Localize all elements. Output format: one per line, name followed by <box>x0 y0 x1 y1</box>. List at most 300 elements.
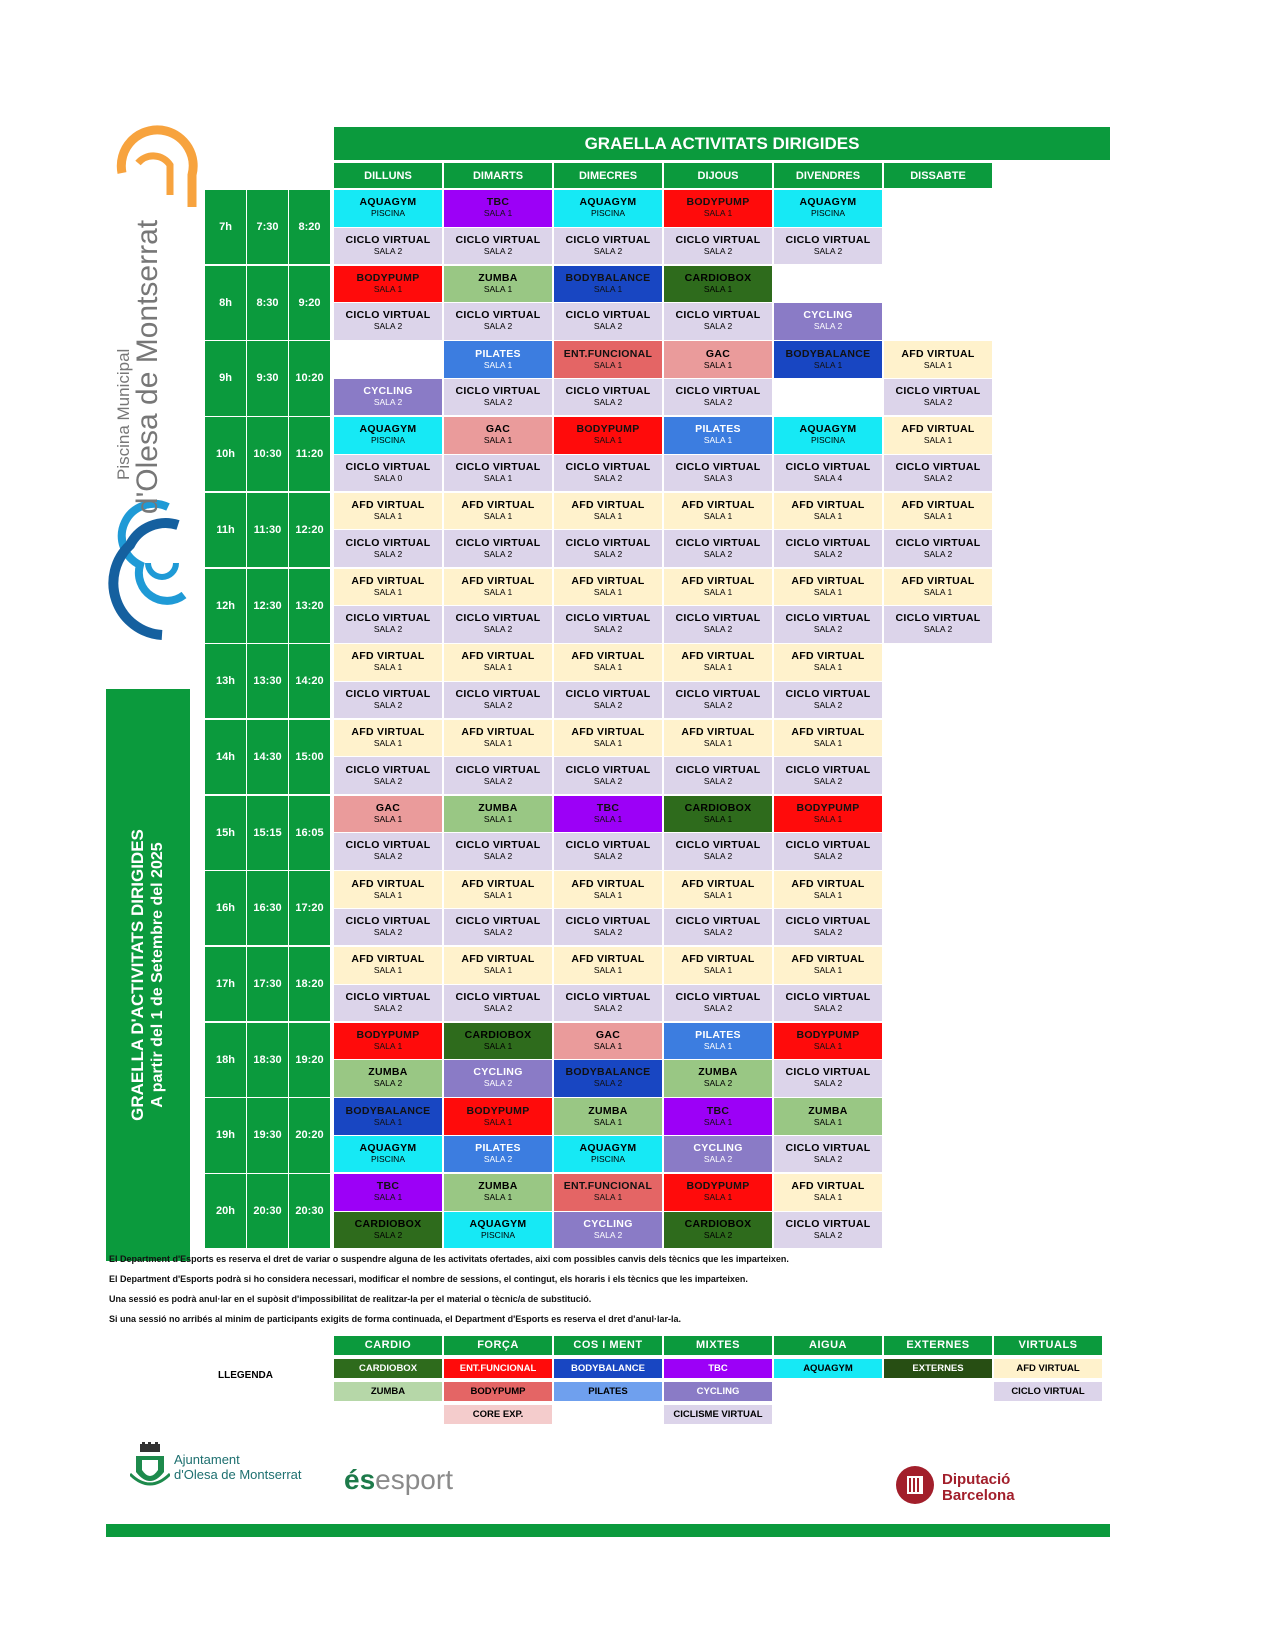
activity-room: SALA 1 <box>813 511 843 522</box>
activity-name: CICLO VIRTUAL <box>785 1217 871 1230</box>
time-start: 11:30 <box>247 493 288 567</box>
activity-cell <box>664 493 772 530</box>
activity-name: CICLO VIRTUAL <box>785 460 871 473</box>
activity-cell <box>554 796 662 833</box>
activity-room: SALA 2 <box>373 548 403 559</box>
activity-cell <box>664 720 772 757</box>
activity-name: AFD VIRTUAL <box>351 650 425 663</box>
activity-room: SALA 2 <box>483 1002 513 1013</box>
activity-room: SALA 1 <box>703 208 733 219</box>
activity-cell <box>554 493 662 530</box>
activity-name: AFD VIRTUAL <box>461 650 535 663</box>
day-header: DIVENDRES <box>774 163 882 188</box>
activity-cell <box>664 1060 772 1097</box>
legend-item: BODYBALANCE <box>554 1359 662 1378</box>
activity-room: SALA 2 <box>703 775 733 786</box>
time-end: 12:20 <box>289 493 330 567</box>
activity-cell <box>444 985 552 1022</box>
activity-room: SALA 2 <box>813 548 843 559</box>
activity-room: SALA 2 <box>703 397 733 408</box>
legend-category: AIGUA <box>774 1336 882 1355</box>
activity-cell <box>664 455 772 492</box>
activity-name: BODYPUMP <box>796 801 860 814</box>
activity-name: CICLO VIRTUAL <box>455 990 541 1003</box>
activity-name: CICLO VIRTUAL <box>785 612 871 625</box>
activity-room: SALA 2 <box>923 472 953 483</box>
activity-room: SALA 1 <box>373 889 403 900</box>
activity-name: CICLO VIRTUAL <box>785 233 871 246</box>
activity-name: CICLO VIRTUAL <box>565 763 651 776</box>
activity-name: CYCLING <box>693 1142 743 1155</box>
activity-cell <box>774 720 882 757</box>
activity-room: SALA 2 <box>813 699 843 710</box>
activity-room: SALA 2 <box>593 472 623 483</box>
activity-name: GAC <box>375 801 401 814</box>
activity-name: CICLO VIRTUAL <box>345 536 431 549</box>
time-hour: 7h <box>205 190 246 264</box>
activity-name: PILATES <box>475 1142 521 1155</box>
activity-room: SALA 1 <box>703 283 733 294</box>
activity-cell <box>774 833 882 870</box>
activity-room: SALA 1 <box>593 1192 623 1203</box>
activity-room: SALA 1 <box>373 813 403 824</box>
activity-cell <box>554 1023 662 1060</box>
activity-room: SALA 2 <box>593 699 623 710</box>
footer-bar <box>106 1524 1110 1537</box>
time-hour: 10h <box>205 417 246 491</box>
activity-cell <box>444 1098 552 1135</box>
activity-room: SALA 1 <box>593 283 623 294</box>
activity-cell <box>774 909 882 946</box>
activity-cell <box>334 682 442 719</box>
activity-cell <box>334 1023 442 1060</box>
activity-name: BODYBALANCE <box>565 271 651 284</box>
activity-room: SALA 1 <box>483 472 513 483</box>
legend-item: CICLO VIRTUAL <box>994 1382 1102 1401</box>
side-banner-title: GRAELLA D'ACTIVITATS DIRIGIDES <box>128 829 147 1121</box>
activity-cell <box>554 1174 662 1211</box>
ajuntament-line1: Ajuntament <box>174 1452 240 1467</box>
note-2: El Department d'Esports podrà si ho considera necessari, modificar el nombre de sessions, el contingut, els horaris i els tècnics que les imparteixen. <box>109 1274 748 1284</box>
activity-cell <box>774 757 882 794</box>
activity-name: AFD VIRTUAL <box>681 574 755 587</box>
activity-room: SALA 1 <box>483 965 513 976</box>
activity-cell <box>554 417 662 454</box>
activity-name: ENT.FUNCIONAL <box>563 1180 653 1193</box>
activity-cell <box>444 720 552 757</box>
legend-item: ENT.FUNCIONAL <box>444 1359 552 1378</box>
activity-name: CICLO VIRTUAL <box>675 915 761 928</box>
activity-room: SALA 2 <box>703 321 733 332</box>
activity-cell <box>554 1060 662 1097</box>
activity-cell <box>774 1098 882 1135</box>
activity-room: SALA 2 <box>703 245 733 256</box>
activity-room: SALA 1 <box>373 1116 403 1127</box>
activity-cell <box>554 266 662 303</box>
activity-name: AFD VIRTUAL <box>351 499 425 512</box>
activity-cell <box>664 1212 772 1249</box>
activity-cell <box>664 266 772 303</box>
legend-item: EXTERNES <box>884 1359 992 1378</box>
activity-name: CICLO VIRTUAL <box>675 460 761 473</box>
activity-cell <box>444 1212 552 1249</box>
ajuntament-line2: d'Olesa de Montserrat <box>174 1467 302 1482</box>
activity-name: CICLO VIRTUAL <box>675 990 761 1003</box>
activity-cell <box>774 1060 882 1097</box>
activity-name: AFD VIRTUAL <box>681 650 755 663</box>
activity-room: SALA 2 <box>703 548 733 559</box>
activity-cell <box>554 455 662 492</box>
activity-cell <box>334 606 442 643</box>
activity-cell <box>774 569 882 606</box>
activity-room: SALA 2 <box>813 927 843 938</box>
activity-name: GAC <box>485 423 511 436</box>
activity-cell <box>334 833 442 870</box>
activity-cell <box>774 796 882 833</box>
activity-room: SALA 1 <box>703 738 733 749</box>
activity-room: SALA 2 <box>813 1078 843 1089</box>
activity-cell <box>774 1212 882 1249</box>
activity-name: TBC <box>376 1180 400 1193</box>
activity-cell <box>884 530 992 567</box>
time-end: 16:05 <box>289 796 330 870</box>
activity-cell <box>334 871 442 908</box>
activity-name: AFD VIRTUAL <box>461 499 535 512</box>
activity-room: SALA 1 <box>813 889 843 900</box>
activity-room: SALA 1 <box>703 662 733 673</box>
activity-cell <box>664 569 772 606</box>
activity-room: SALA 2 <box>373 1078 403 1089</box>
activity-name: CICLO VIRTUAL <box>895 460 981 473</box>
time-end: 20:30 <box>289 1174 330 1248</box>
activity-name: PILATES <box>695 423 741 436</box>
activity-name: CYCLING <box>363 385 413 398</box>
activity-room: SALA 1 <box>813 738 843 749</box>
activity-room: SALA 1 <box>593 813 623 824</box>
activity-name: CICLO VIRTUAL <box>785 990 871 1003</box>
activity-name: BODYBALANCE <box>345 1104 431 1117</box>
activity-room: SALA 2 <box>813 1154 843 1165</box>
activity-room: SALA 2 <box>593 775 623 786</box>
activity-room: SALA 2 <box>373 927 403 938</box>
activity-name: AFD VIRTUAL <box>791 650 865 663</box>
activity-name: AFD VIRTUAL <box>571 650 645 663</box>
activity-name: AQUAGYM <box>579 196 637 209</box>
activity-name: CICLO VIRTUAL <box>895 385 981 398</box>
activity-room: SALA 2 <box>483 699 513 710</box>
legend-item: BODYPUMP <box>444 1382 552 1401</box>
activity-name: CICLO VIRTUAL <box>785 1142 871 1155</box>
activity-name: CICLO VIRTUAL <box>455 385 541 398</box>
activity-cell <box>884 606 992 643</box>
activity-cell <box>774 228 882 265</box>
activity-name: CICLO VIRTUAL <box>565 915 651 928</box>
activity-cell <box>554 530 662 567</box>
activity-room: SALA 1 <box>373 511 403 522</box>
time-end: 10:20 <box>289 341 330 415</box>
activity-room: SALA 1 <box>813 586 843 597</box>
activity-cell <box>444 871 552 908</box>
activity-cell <box>554 909 662 946</box>
activity-cell <box>884 341 992 378</box>
activity-name: AFD VIRTUAL <box>791 1180 865 1193</box>
activity-room: SALA 1 <box>703 435 733 446</box>
activity-cell <box>664 985 772 1022</box>
activity-cell <box>334 228 442 265</box>
activity-name: ENT.FUNCIONAL <box>563 347 653 360</box>
activity-cell <box>774 341 882 378</box>
activity-name: CICLO VIRTUAL <box>455 687 541 700</box>
activity-name: AFD VIRTUAL <box>901 574 975 587</box>
activity-cell <box>334 947 442 984</box>
activity-name: CICLO VIRTUAL <box>785 839 871 852</box>
activity-name: BODYPUMP <box>466 1104 530 1117</box>
time-end: 15:00 <box>289 720 330 794</box>
activity-room: SALA 2 <box>483 397 513 408</box>
legend-item: CYCLING <box>664 1382 772 1401</box>
day-header: DIJOUS <box>664 163 772 188</box>
activity-room: SALA 1 <box>593 889 623 900</box>
activity-cell <box>774 606 882 643</box>
activity-name: CYCLING <box>473 1066 523 1079</box>
activity-cell <box>444 228 552 265</box>
activity-room: SALA 1 <box>373 586 403 597</box>
activity-name: ZUMBA <box>808 1104 848 1117</box>
activity-room: SALA 2 <box>593 397 623 408</box>
time-end: 13:20 <box>289 569 330 643</box>
time-hour: 16h <box>205 871 246 945</box>
activity-room: PISCINA <box>810 208 845 219</box>
activity-cell <box>444 493 552 530</box>
activity-cell <box>444 909 552 946</box>
activity-room: SALA 1 <box>483 1116 513 1127</box>
activity-name: CICLO VIRTUAL <box>785 915 871 928</box>
activity-cell <box>444 644 552 681</box>
activity-room: SALA 1 <box>813 965 843 976</box>
activity-cell <box>444 455 552 492</box>
activity-room: SALA 1 <box>593 738 623 749</box>
activity-cell <box>444 757 552 794</box>
activity-room: SALA 1 <box>923 435 953 446</box>
activity-room: SALA 1 <box>483 511 513 522</box>
activity-name: AFD VIRTUAL <box>351 953 425 966</box>
activity-cell <box>774 190 882 227</box>
activity-cell <box>334 909 442 946</box>
activity-cell <box>664 833 772 870</box>
activity-room: SALA 2 <box>703 1154 733 1165</box>
activity-room: SALA 1 <box>923 586 953 597</box>
activity-room: SALA 1 <box>703 965 733 976</box>
activity-room: SALA 1 <box>373 965 403 976</box>
time-hour: 14h <box>205 720 246 794</box>
activity-cell <box>334 1098 442 1135</box>
activity-room: SALA 1 <box>483 435 513 446</box>
activity-room: SALA 1 <box>483 1040 513 1051</box>
esesport-logo-a: és <box>344 1464 376 1495</box>
activity-name: GAC <box>705 347 731 360</box>
activity-cell <box>554 190 662 227</box>
activity-cell <box>554 606 662 643</box>
activity-cell <box>334 266 442 303</box>
activity-cell <box>444 303 552 340</box>
activity-room: SALA 1 <box>703 1116 733 1127</box>
activity-name: CICLO VIRTUAL <box>565 460 651 473</box>
activity-room: SALA 1 <box>593 1116 623 1127</box>
activity-name: AFD VIRTUAL <box>901 499 975 512</box>
time-hour: 12h <box>205 569 246 643</box>
activity-room: SALA 1 <box>703 889 733 900</box>
time-start: 13:30 <box>247 644 288 718</box>
activity-cell <box>664 379 772 416</box>
activity-cell <box>444 606 552 643</box>
activity-room: SALA 1 <box>703 586 733 597</box>
activity-room: SALA 1 <box>483 359 513 370</box>
activity-name: ZUMBA <box>478 1180 518 1193</box>
activity-room: SALA 2 <box>923 548 953 559</box>
esesport-logo <box>344 1464 453 1496</box>
time-start: 10:30 <box>247 417 288 491</box>
activity-room: SALA 2 <box>373 624 403 635</box>
note-4: Si una sessió no arribés al minim de participants exigits de forma continuada, el Department d'Esports es reserva el dret d'anul·lar-la. <box>109 1314 681 1324</box>
legend-category: COS I MENT <box>554 1336 662 1355</box>
activity-room: SALA 1 <box>593 435 623 446</box>
side-banner <box>106 689 190 1261</box>
activity-room: SALA 2 <box>703 927 733 938</box>
activity-room: SALA 2 <box>703 699 733 710</box>
activity-cell <box>774 417 882 454</box>
activity-cell <box>664 871 772 908</box>
activity-name: AQUAGYM <box>799 196 857 209</box>
activity-room: SALA 1 <box>813 813 843 824</box>
esesport-logo-b: esport <box>375 1464 453 1495</box>
activity-name: TBC <box>706 1104 730 1117</box>
activity-room: SALA 0 <box>373 472 403 483</box>
activity-name: AFD VIRTUAL <box>461 953 535 966</box>
activity-name: AFD VIRTUAL <box>351 574 425 587</box>
activity-name: CICLO VIRTUAL <box>565 612 651 625</box>
activity-name: CICLO VIRTUAL <box>675 839 761 852</box>
activity-name: CICLO VIRTUAL <box>455 612 541 625</box>
activity-name: CICLO VIRTUAL <box>675 536 761 549</box>
activity-cell <box>554 644 662 681</box>
activity-name: CICLO VIRTUAL <box>675 309 761 322</box>
activity-cell <box>664 1136 772 1173</box>
activity-cell <box>664 190 772 227</box>
activity-cell <box>774 1174 882 1211</box>
activity-room: SALA 1 <box>923 511 953 522</box>
activity-room: SALA 2 <box>813 245 843 256</box>
activity-cell <box>664 947 772 984</box>
activity-room: SALA 2 <box>593 624 623 635</box>
activity-room: SALA 2 <box>593 851 623 862</box>
legend-item: PILATES <box>554 1382 662 1401</box>
activity-room: SALA 1 <box>373 738 403 749</box>
activity-cell <box>444 682 552 719</box>
activity-cell <box>554 1136 662 1173</box>
activity-room: SALA 2 <box>483 245 513 256</box>
activity-room: SALA 2 <box>483 851 513 862</box>
time-start: 20:30 <box>247 1174 288 1248</box>
legend-title: LLEGENDA <box>218 1370 273 1381</box>
activity-name: CICLO VIRTUAL <box>345 460 431 473</box>
side-banner-date: A partir del 1 de Setembre del 2025 <box>149 842 166 1108</box>
activity-name: CICLO VIRTUAL <box>345 612 431 625</box>
activity-cell <box>554 720 662 757</box>
activity-cell <box>664 644 772 681</box>
activity-room: SALA 1 <box>593 586 623 597</box>
activity-name: CICLO VIRTUAL <box>455 839 541 852</box>
activity-cell <box>554 569 662 606</box>
activity-room: PISCINA <box>370 1154 405 1165</box>
activity-room: SALA 2 <box>703 1078 733 1089</box>
activity-name: AFD VIRTUAL <box>351 726 425 739</box>
activity-name: CICLO VIRTUAL <box>455 309 541 322</box>
activity-name: AFD VIRTUAL <box>571 877 645 890</box>
activity-cell <box>444 190 552 227</box>
activity-name: CICLO VIRTUAL <box>675 763 761 776</box>
activity-cell <box>664 757 772 794</box>
activity-name: BODYPUMP <box>356 271 420 284</box>
activity-room: SALA 2 <box>813 624 843 635</box>
legend-item: AQUAGYM <box>774 1359 882 1378</box>
activity-room: SALA 1 <box>373 1040 403 1051</box>
legend-item: CARDIOBOX <box>334 1359 442 1378</box>
activity-cell <box>444 569 552 606</box>
activity-cell <box>664 606 772 643</box>
activity-cell <box>554 757 662 794</box>
activity-cell <box>444 341 552 378</box>
activity-room: SALA 1 <box>483 813 513 824</box>
activity-name: AFD VIRTUAL <box>791 953 865 966</box>
activity-cell <box>884 417 992 454</box>
activity-cell <box>334 1136 442 1173</box>
time-hour: 13h <box>205 644 246 718</box>
day-header: DISSABTE <box>884 163 992 188</box>
activity-name: CICLO VIRTUAL <box>455 460 541 473</box>
time-end: 9:20 <box>289 266 330 340</box>
activity-name: CICLO VIRTUAL <box>345 233 431 246</box>
activity-name: CICLO VIRTUAL <box>345 687 431 700</box>
activity-cell <box>554 228 662 265</box>
time-start: 8:30 <box>247 266 288 340</box>
activity-cell <box>774 303 882 340</box>
activity-name: CARDIOBOX <box>464 1028 532 1041</box>
activity-name: AQUAGYM <box>359 423 417 436</box>
activity-room: SALA 2 <box>483 1078 513 1089</box>
activity-cell <box>334 190 442 227</box>
activity-name: CICLO VIRTUAL <box>455 763 541 776</box>
time-hour: 11h <box>205 493 246 567</box>
activity-room: SALA 2 <box>703 1002 733 1013</box>
activity-name: AFD VIRTUAL <box>461 726 535 739</box>
activity-room: SALA 1 <box>373 1192 403 1203</box>
time-end: 14:20 <box>289 644 330 718</box>
time-end: 20:20 <box>289 1098 330 1172</box>
activity-name: CICLO VIRTUAL <box>675 687 761 700</box>
activity-room: SALA 2 <box>593 1002 623 1013</box>
legend-item: AFD VIRTUAL <box>994 1359 1102 1378</box>
activity-name: AFD VIRTUAL <box>571 574 645 587</box>
time-hour: 9h <box>205 341 246 415</box>
activity-cell <box>554 947 662 984</box>
activity-cell <box>334 720 442 757</box>
activity-name: BODYBALANCE <box>565 1066 651 1079</box>
activity-name: AFD VIRTUAL <box>791 574 865 587</box>
activity-cell <box>554 833 662 870</box>
activity-name: ZUMBA <box>368 1066 408 1079</box>
activity-room: SALA 1 <box>593 359 623 370</box>
activity-room: SALA 2 <box>373 245 403 256</box>
